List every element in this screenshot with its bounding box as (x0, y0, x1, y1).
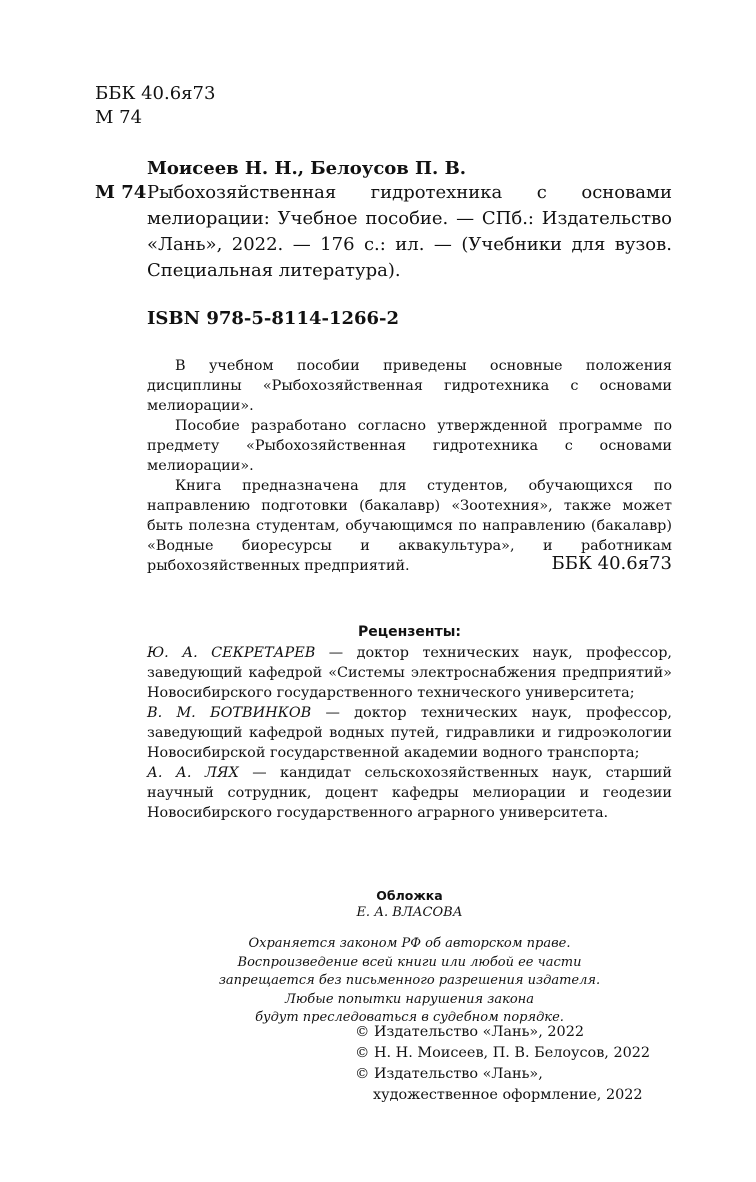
isbn: ISBN 978-5-8114-1266-2 (147, 308, 400, 329)
reviewer-entry (147, 703, 672, 763)
copyright-notice-line: Любые попытки нарушения закона (285, 991, 534, 1007)
copyright-notice-line: запрещается без письменного разрешения издателя. (218, 973, 601, 988)
cover-artist: Е. А. ВЛАСОВА (356, 905, 463, 920)
copyright-design: © Издательство «Лань», (355, 1066, 543, 1082)
annotation-paragraph: Книга предназначена для студентов, обучающихся по направлению подготовки (бакалавр) «Зоотехния», также может быть полезна студентам, обучающимся по направлению (бакалавр) «Водные биоресурсы и аквакультура», и работникам рыбохозяйственных предприятий. (147, 478, 672, 574)
bbk-code: ББК 40.6я73 (95, 83, 216, 104)
annotation-paragraph: В учебном пособии приведены основные положения дисциплины «Рыбохозяйственная гидротехника с основами мелиорации». (147, 358, 672, 414)
copyright-notice (147, 935, 672, 1028)
reviewer-entry (147, 643, 672, 703)
bbk-code-bottom: ББК 40.6я73 (551, 553, 672, 574)
bibliographic-description: Рыбохозяйственная гидротехника с основами мелиорации: Учебное пособие. — СПб.: Издательство «Лань», 2022. — 176 с.: ил. — (Учебники для вузов. Специальная литература). (147, 182, 672, 281)
annotation (147, 356, 672, 576)
reviewers-list (147, 643, 672, 823)
copyright-notice-line: будут преследоваться в судебном порядке. (255, 1010, 564, 1025)
authors-line: Моисеев Н. Н., Белоусов П. В. (147, 158, 467, 179)
copyright-notice-line: Воспроизведение всей книги или любой ее части (237, 954, 582, 970)
author-mark: М 74 (95, 107, 143, 128)
side-author-mark: М 74 (95, 182, 147, 203)
copyright-design-detail: художественное оформление, 2022 (373, 1087, 643, 1103)
reviewer-name: А. А. ЛЯХ (147, 765, 239, 781)
reviewer-description: — доктор технических наук, профессор, заведующий кафедрой водных путей, гидравлики и гидроэкологии Новосибирской государственной академии водного транспорта; (147, 705, 672, 761)
reviewers-heading: Рецензенты: (358, 624, 461, 640)
reviewer-name: Ю. А. СЕКРЕТАРЕВ (147, 645, 316, 661)
copyright-notice-line: Охраняется законом РФ об авторском праве. (248, 936, 571, 951)
reviewer-description: — доктор технических наук, профессор, заведующий кафедрой «Системы электроснабжения предприятий» Новосибирского государственного технического университета; (147, 645, 672, 701)
reviewer-entry (147, 763, 672, 823)
reviewer-description: — кандидат сельскохозяйственных наук, старший научный сотрудник, доцент кафедры мелиорации и геодезии Новосибирского государственного аграрного университета. (147, 765, 672, 821)
copyright-authors: © Н. Н. Моисеев, П. В. Белоусов, 2022 (355, 1045, 651, 1061)
bbk-classification-block (95, 82, 215, 130)
copyright-publisher: © Издательство «Лань», 2022 (355, 1024, 585, 1040)
reviewer-name: В. М. БОТВИНКОВ (147, 705, 312, 721)
annotation-paragraph: Пособие разработано согласно утвержденной программе по предмету «Рыбохозяйственная гидротехника с основами мелиорации». (147, 418, 672, 474)
cover-label: Обложка (376, 888, 443, 903)
copyright-holders (355, 1022, 650, 1106)
